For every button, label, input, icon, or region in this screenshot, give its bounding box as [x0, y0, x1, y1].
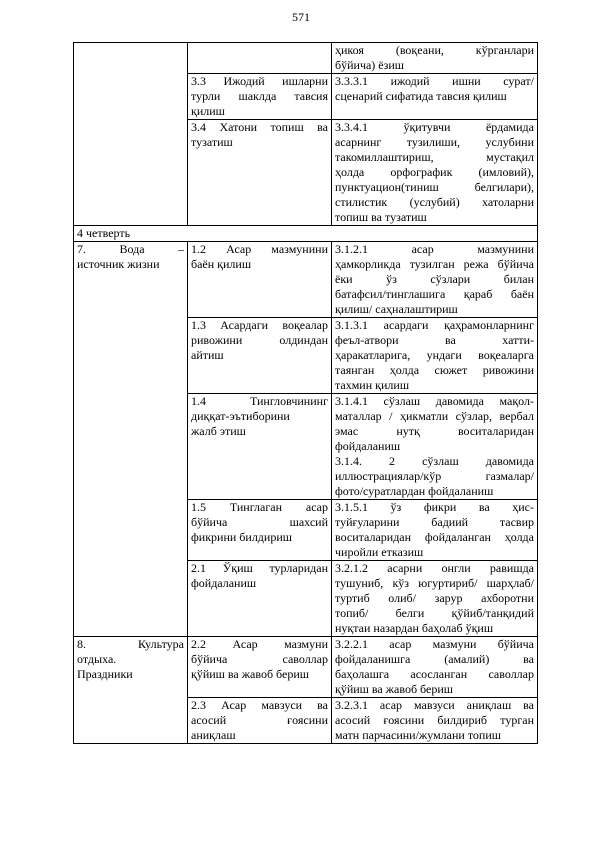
indicator-cell: 3.3.3.1 ижодий ишни сурат/ сценарий сифатида тавсия қилиш: [332, 74, 538, 120]
indicator-cell: 3.1.3.1 асардаги қаҳрамонларнинг феъл-атвори ва хатти- ҳаракатларига, ундаги воқеаларга таянган ҳолда сюжет ривожини тахмин қилиш: [332, 318, 538, 394]
quarter-row: [74, 226, 538, 242]
table-row: [74, 242, 538, 318]
indicator-cell: 3.2.3.1 асар мавзуси аниқлаш ва асосий ғоясини билдириб турган матн парчасини/жумлани топиш: [332, 698, 538, 744]
skill-cell: 1.5 Тинглаган асар бўйича шахсий фикрини билдириш: [188, 500, 332, 561]
skill-cell: 2.3 Асар мавзуси ва асосий ғоясини аниқлаш: [188, 698, 332, 744]
indicator-cell: 3.3.4.1 ўқитувчи ёрдамида асарнинг тузилиши, услубини такомиллаштириш, мустақил ҳолда орфографик (имловий), пунктуацион(тиниш белгилари), стилистик (услубий) хатоларни топиш ва тузатиш: [332, 120, 538, 226]
skill-cell: 2.2 Асар мазмуни бўйича саволлар қўйиш ва жавоб бериш: [188, 637, 332, 698]
skill-cell: 1.4 Тингловчининг диққат-эътиборини жалб этиш: [188, 394, 332, 500]
indicator-cell: 3.1.4.1 сўзлаш давомида мақол- маталлар / ҳикматли сўзлар, вербал эмас нутқ воситаларидан фойдаланиш 3.1.4. 2 сўзлаш давомида иллюстрациялар/кўр газмалар/ фото/суратлардан фойдаланиш: [332, 394, 538, 500]
skill-cell: 1.3 Асардаги воқеалар ривожини олдиндан айтиш: [188, 318, 332, 394]
indicator-cell: 3.1.5.1 ўз фикри ва ҳис- туйғуларини бадиий тасвир воситаларидан фойдаланган ҳолда чиройли етказиш: [332, 500, 538, 561]
indicator-cell: 3.1.2.1 асар мазмунини ҳамкорликда тузилган режа бўйича ёки ўз сўзлари билан батафсил/тинглашига қараб баён қилиш/ саҳналаштириш: [332, 242, 538, 318]
table-row: [74, 637, 538, 698]
skill-cell: 2.1 Ўқиш турларидан фойдаланиш: [188, 561, 332, 637]
quarter-label: 4 четверть: [74, 226, 538, 242]
indicator-cell: 3.2.1.2 асарни онгли равишда тушуниб, кўз югуртириб/ шарҳлаб/ туртиб олиб/ зарур ахборотни топиб/ белги қўйиб/танқидий нуқтаи назардан баҳолаб ўқиш: [332, 561, 538, 637]
skill-cell: 3.3 Ижодий ишларни турли шаклда тавсия қилиш: [188, 74, 332, 120]
topic-cell: 8. Культура отдыха. Праздники: [74, 637, 188, 744]
indicator-cell: ҳикоя (воқеани, кўрганлари бўйича) ёзиш: [332, 43, 538, 74]
indicator-cell: 3.2.2.1 асар мазмуни бўйича фойдаланишга (амалий) ва баҳолашга асосланган саволлар қўйиш ва жавоб бериш: [332, 637, 538, 698]
topic-cell: 7. Вода – источник жизни: [74, 242, 188, 637]
skill-cell: 1.2 Асар мазмунини баён қилиш: [188, 242, 332, 318]
table-row: [74, 43, 538, 74]
skill-cell: 3.4 Хатони топиш ва тузатиш: [188, 120, 332, 226]
curriculum-table: [73, 42, 538, 744]
page-number: 571: [292, 10, 310, 24]
topic-cell: [74, 43, 188, 226]
skill-cell: [188, 43, 332, 74]
